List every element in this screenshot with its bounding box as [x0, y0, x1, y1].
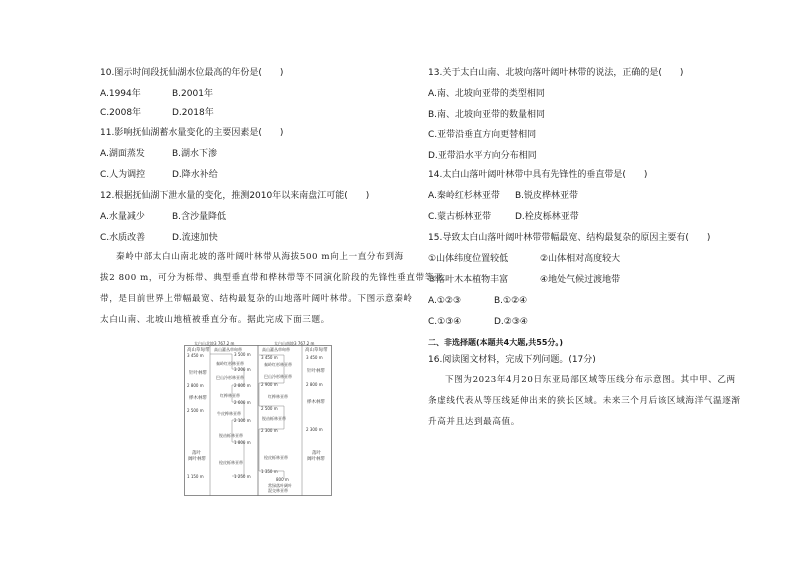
- passage-line-1: 秦岭中部太白山南北坡的落叶阔叶林带从海拔500 m向上一直分布到海: [116, 252, 404, 262]
- north-2100: 2 100 m: [234, 418, 251, 423]
- q13-option-d: D.亚带沿水平方向分布相同: [428, 151, 537, 161]
- q12-option-b: B.含沙量降低: [172, 212, 227, 222]
- south-conifer-belt: 针叶林带: [307, 369, 325, 374]
- q11-stem: 11.影响抚仙湖蓄水量变化的主要因素是( ): [100, 128, 284, 138]
- q12-option-d: D.流速加快: [172, 233, 218, 243]
- north-birch-belt: 桦木林带: [189, 396, 207, 401]
- q11-option-a: A.湖面蒸发: [100, 149, 145, 159]
- north-sub-1: 秦岭红杉林亚带: [216, 361, 244, 366]
- q15-option-c: C.①③④: [428, 317, 462, 327]
- north-2800b: 2 800 m: [234, 383, 251, 388]
- q10-option-a: A.1994年: [100, 89, 141, 99]
- q16-line-2: 条虚线代表从等压线延伸出来的狭长区域。未来三个月后该区域海洋气温逐渐: [428, 396, 741, 406]
- q14-option-d: D.栓皮栎林亚带: [515, 212, 579, 222]
- south-slope-title: 太白山南坡3 767.2 m: [274, 341, 315, 346]
- q10-option-b: B.2001年: [172, 89, 213, 99]
- q15-option-b: B.①②④: [494, 296, 528, 306]
- north-1250: 1 250 m: [234, 474, 251, 479]
- q15-option-a: A.①②③: [428, 296, 462, 306]
- q11-option-d: D.降水补给: [172, 170, 218, 180]
- north-2800: 2 800 m: [187, 383, 204, 388]
- north-slope-title: 太白山北坡3 767.2 m: [194, 341, 235, 346]
- vegetation-vertical-zone-diagram: [184, 341, 332, 496]
- south-3450b: 3 450 m: [306, 355, 323, 360]
- q13-option-a: A.南、北坡向亚带的类型相同: [428, 89, 545, 99]
- south-2800: 2 800 m: [306, 382, 323, 387]
- q15-item-3: ③落叶木本植物丰富: [428, 275, 509, 285]
- q10-option-c: C.2008年: [100, 108, 142, 118]
- north-conifer-belt: 针叶林带: [189, 371, 207, 376]
- north-3450: 3 450 m: [187, 353, 204, 358]
- q10-stem: 10.图示时间段抚仙湖水位最高的年份是( ): [100, 68, 284, 78]
- south-alpine-meadow: 高山草甸带: [305, 348, 328, 353]
- q15-option-d: D.②③④: [494, 317, 528, 327]
- q14-option-a: A.秦岭红杉林亚带: [428, 191, 500, 201]
- south-3450: 3 450 m: [261, 355, 278, 360]
- q13-stem: 13.关于太白山南、北坡向落叶阔叶林带的说法，正确的是( ): [428, 68, 684, 78]
- q16-line-1: 下图为2023年4月20日东亚局部区域等压线分布示意图。其中甲、乙两: [445, 375, 736, 385]
- north-3500: 3 500 m: [234, 352, 251, 357]
- south-2300: 2 300 m: [261, 428, 278, 433]
- south-sub-3: 红桦林亚带: [268, 394, 288, 399]
- north-2600: 2 600 m: [234, 400, 251, 405]
- south-2500: 2 500 m: [261, 406, 278, 411]
- south-bottom-2: 混交林亚带: [268, 488, 288, 493]
- q16-stem: 16.阅读图文材料，完成下列问题。(17分): [428, 355, 596, 365]
- north-sub-4: 牛皮桦林亚带: [217, 411, 241, 416]
- north-sub-top: 高山灌丛草甸带: [214, 347, 242, 352]
- passage-line-3: 带，是目前世界上带幅最宽、结构最复杂的山地落叶阔叶林带。下图示意秦岭: [100, 294, 413, 304]
- q15-item-4: ④地处气候过渡地带: [540, 275, 621, 285]
- south-broadleaf-1: 落叶: [312, 451, 321, 456]
- north-broadleaf-1: 落叶: [192, 451, 201, 456]
- south-birch-belt: 桦木林带: [307, 400, 325, 405]
- south-2900: 2 900 m: [261, 382, 278, 387]
- north-sub-2: 巴山冷杉林亚带: [216, 375, 244, 380]
- q14-option-b: B.锐皮桦林亚带: [515, 191, 579, 201]
- q13-option-b: B.南、北坡向亚带的数量相同: [428, 110, 546, 120]
- north-2500: 2 500 m: [187, 408, 204, 413]
- south-sub-top: 高山灌丛草甸带: [262, 347, 290, 352]
- q12-option-a: A.水量减少: [100, 212, 145, 222]
- south-800: 800 m: [276, 477, 289, 482]
- south-broadleaf-2: 阔叶林带: [307, 457, 325, 462]
- q13-option-c: C.亚带沿垂直方向更替相同: [428, 130, 537, 140]
- q16-line-3: 升高并且达到最高值。: [428, 417, 520, 427]
- q15-item-2: ②山体相对高度较大: [540, 254, 621, 264]
- section-heading-nonchoice: 二、非选择题(本题共4大题,共55分。): [428, 338, 564, 347]
- q14-stem: 14.太白山落叶阔叶林带中具有先锋性的垂直带是( ): [428, 170, 648, 180]
- q12-stem: 12.根据抚仙湖下泄水量的变化，推测2010年以来南盘江可能( ): [100, 191, 370, 201]
- north-sub-5: 锐齿栎林亚带: [219, 433, 243, 438]
- north-alpine-meadow: 高山草甸带: [187, 348, 210, 353]
- north-3200: 3 200 m: [234, 367, 251, 372]
- north-sub-3: 红桦林亚带: [220, 393, 240, 398]
- q11-option-b: B.湖水下渗: [172, 149, 218, 159]
- passage-line-2: 拔2 800 m，可分为栎带、典型垂直带和桦林带等不同演化阶段的先锋性垂直带等亚: [100, 273, 444, 283]
- south-sub-1: 秦岭红杉林亚带: [264, 362, 292, 367]
- south-2300b: 2 300 m: [306, 427, 323, 432]
- north-1150: 1 150 m: [187, 474, 204, 479]
- passage-line-4: 太白山南、北坡山地植被垂直分布。据此完成下面三题。: [100, 315, 330, 325]
- south-sub-2: 巴山冷杉林亚带: [264, 374, 292, 379]
- q11-option-c: C.人为调控: [100, 170, 146, 180]
- north-broadleaf-2: 阔叶林带: [188, 457, 206, 462]
- q15-item-1: ①山体纬度位置较低: [428, 254, 509, 264]
- south-sub-5: 栓皮栎林亚带: [264, 455, 288, 460]
- south-bottom-1: 常绿落叶阔叶: [268, 483, 292, 488]
- south-sub-4: 锐齿栎林亚带: [262, 416, 286, 421]
- north-sub-6: 栓皮栎林亚带: [219, 460, 243, 465]
- south-1350: 1 350 m: [261, 469, 278, 474]
- q12-option-c: C.水质改善: [100, 233, 146, 243]
- north-1800: 1 800 m: [234, 440, 251, 445]
- q15-stem: 15.导致太白山落叶阔叶林带带幅最宽、结构最复杂的原因主要有( ): [428, 233, 711, 243]
- q10-option-d: D.2018年: [172, 108, 214, 118]
- q14-option-c: C.蒙古栎林亚带: [428, 212, 492, 222]
